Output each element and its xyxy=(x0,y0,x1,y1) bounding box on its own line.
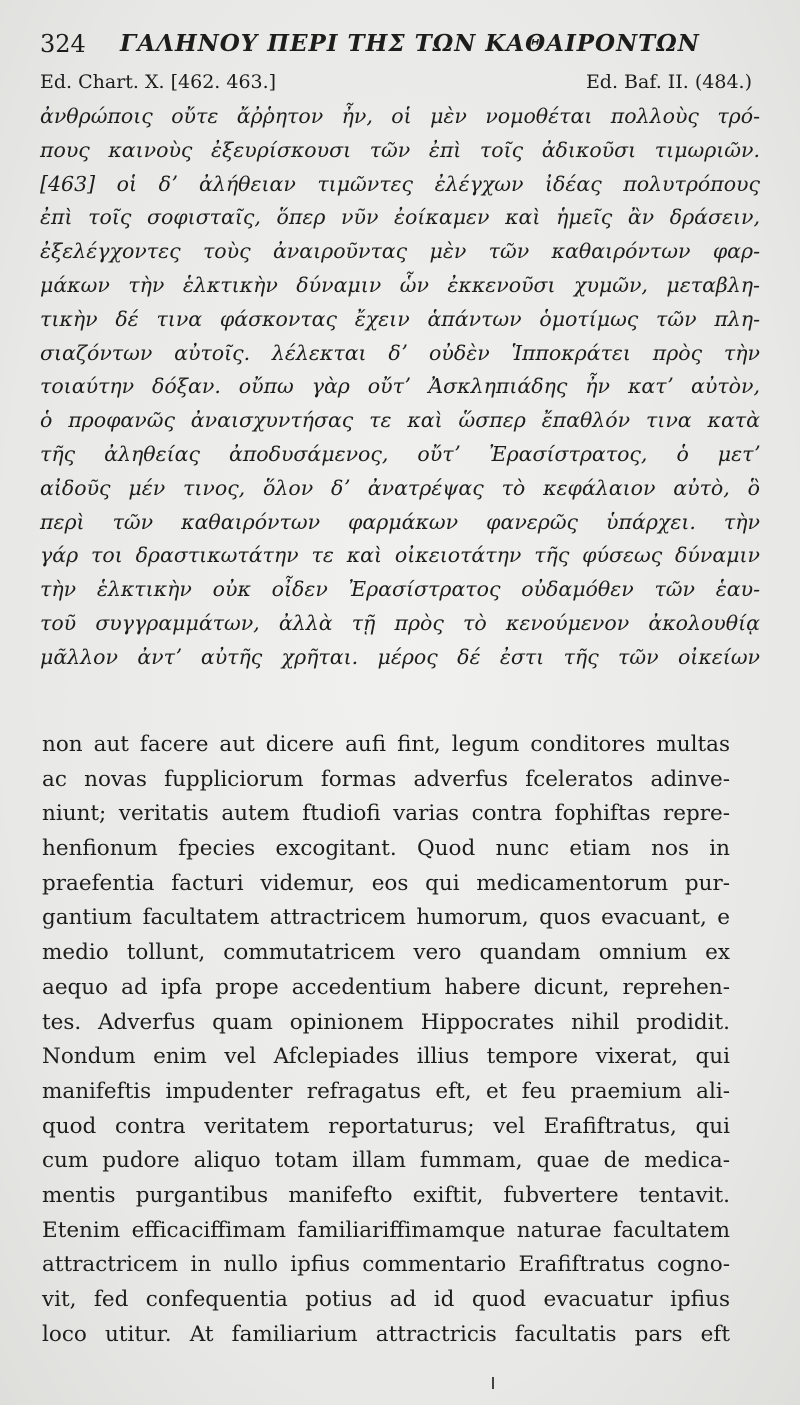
latin-text-line: non aut facere aut dicere aufi fint, legum conditores multas xyxy=(42,732,730,757)
greek-text-line: περὶ τῶν καθαιρόντων φαρμάκων φανερῶς ὑπάρχει. τὴν xyxy=(40,509,760,534)
greek-text-line: ἀνθρώποις οὔτε ἄῤῥητον ἦν, οἱ μὲν νομοθέται πολλοὺς τρό- xyxy=(40,104,760,128)
greek-text-line: γάρ τοι δραστικωτάτην τε καὶ οἰκειοτάτην τῆς φύσεως δύναμιν xyxy=(40,543,760,568)
latin-text-line: quod contra veritatem reportaturus; vel Erafiftratus, qui xyxy=(42,1113,730,1139)
edition-reference-basel: Ed. Baf. II. (484.) xyxy=(585,71,752,93)
greek-text-line: ἐξελέγχοντες τοὺς ἀναιροῦντας μὲν τῶν καθαιρόντων φαρ- xyxy=(40,239,760,264)
printer-mark xyxy=(492,1377,494,1389)
latin-text-line: vit, fed confequentia potius ad id quod evacuatur ipfius xyxy=(42,1287,730,1312)
page-number: 324 xyxy=(40,30,86,58)
greek-text-block xyxy=(40,100,760,675)
greek-text-line: μάκων τὴν ἑλκτικὴν δύναμιν ὧν ἐκκενοῦσι χυμῶν, μεταβλη- xyxy=(40,272,760,297)
running-head xyxy=(40,26,760,62)
greek-text-line: τικὴν δέ τινα φάσκοντας ἔχειν ἁπάντων ὁμοτίμως τῶν πλη- xyxy=(40,306,760,331)
latin-text-line: tes. Adverfus quam opinionem Hippocrates nihil prodidit. xyxy=(42,1009,730,1035)
greek-text-line: τῆς ἀληθείας ἀποδυσάμενος, οὔτʼ Ἐρασίστρατος, ὁ μετʼ xyxy=(40,441,760,466)
latin-text-line: henfionum fpecies excogitant. Quod nunc etiam nos in xyxy=(42,836,730,862)
greek-text-line: ἐπὶ τοῖς σοφισταῖς, ὅπερ νῦν ἐοίκαμεν καὶ ἡμεῖς ἂν δράσειν, xyxy=(40,205,760,230)
latin-text-block xyxy=(42,728,730,1352)
latin-text-line: gantium facultatem attractricem humorum, quos evacuant, e xyxy=(42,905,730,931)
latin-text-line: medio tollunt, commutatricem vero quandam omnium ex xyxy=(42,940,730,966)
latin-text-line: praefentia facturi videmur, eos qui medicamentorum pur- xyxy=(42,870,730,896)
latin-text-line: loco utitur. At familiarium attractricis facultatis pars eft xyxy=(42,1321,730,1347)
greek-text-line: πους καινοὺς ἐξευρίσκουσι τῶν ἐπὶ τοῖς ἀδικοῦσι τιμωριῶν. xyxy=(40,137,760,162)
greek-text-line: ὁ προφανῶς ἀναισχυντήσας τε καὶ ὥσπερ ἔπαθλόν τινα κατὰ xyxy=(40,408,760,433)
latin-text-line: mentis purgantibus manifefto exiftit, fubvertere tentavit. xyxy=(42,1182,730,1208)
latin-text-line: aequo ad ipfa prope accedentium habere dicunt, reprehen- xyxy=(42,974,730,1000)
latin-text-line: niunt; veritatis autem ftudiofi varias contra fophiftas repre- xyxy=(42,801,730,827)
running-title: ΓΑΛΗΝΟΥ ΠΕΡΙ ΤΗΣ ΤΩΝ ΚΑΘΑΙΡΟΝΤΩΝ xyxy=(120,30,700,57)
latin-text-line: cum pudore aliquo totam illam fummam, quae de medica- xyxy=(42,1148,730,1174)
greek-text-line: σιαζόντων αὐτοῖς. λέλεκται δʼ οὐδὲν Ἱπποκράτει πρὸς τὴν xyxy=(40,340,760,365)
greek-text-line: [463] οἱ δʼ ἀλήθειαν τιμῶντες ἐλέγχων ἰδέας πολυτρόπους xyxy=(40,171,760,196)
greek-text-line: τοῦ συγγραμμάτων, ἀλλὰ τῇ πρὸς τὸ κενούμενον ἀκολουθίᾳ xyxy=(40,610,760,635)
edition-reference-chart: Ed. Chart. X. [462. 463.] xyxy=(40,71,277,93)
latin-text-line: ac novas fuppliciorum formas adverfus fceleratos adinve- xyxy=(42,766,730,792)
greek-text-line: τοιαύτην δόξαν. οὔπω γὰρ οὔτʼ Ἀσκληπιάδης ἦν κατʼ αὐτὸν, xyxy=(40,374,760,399)
greek-text-line: τὴν ἑλκτικὴν οὐκ οἶδεν Ἐρασίστρατος οὐδαμόθεν τῶν ἑαυ- xyxy=(40,577,760,602)
greek-text-line: μᾶλλον ἀντʼ αὐτῆς χρῆται. μέρος δέ ἐστι τῆς τῶν οἰκείων xyxy=(40,644,760,669)
latin-text-line: attractricem in nullo ipfius commentario Erafiftratus cogno- xyxy=(42,1252,730,1278)
greek-text-line: αἰδοῦς μέν τινος, ὅλον δʼ ἀνατρέψας τὸ κεφάλαιον αὐτὸ, ὃ xyxy=(40,475,760,500)
latin-text-line: manifeftis impudenter refragatus eft, et feu praemium ali- xyxy=(42,1078,730,1104)
latin-text-line: Nondum enim vel Afclepiades illius tempore vixerat, qui xyxy=(42,1044,730,1070)
latin-text-line: Etenim efficaciffimam familiariffimamque naturae facultatem xyxy=(42,1217,730,1243)
edition-reference-line xyxy=(40,67,752,97)
